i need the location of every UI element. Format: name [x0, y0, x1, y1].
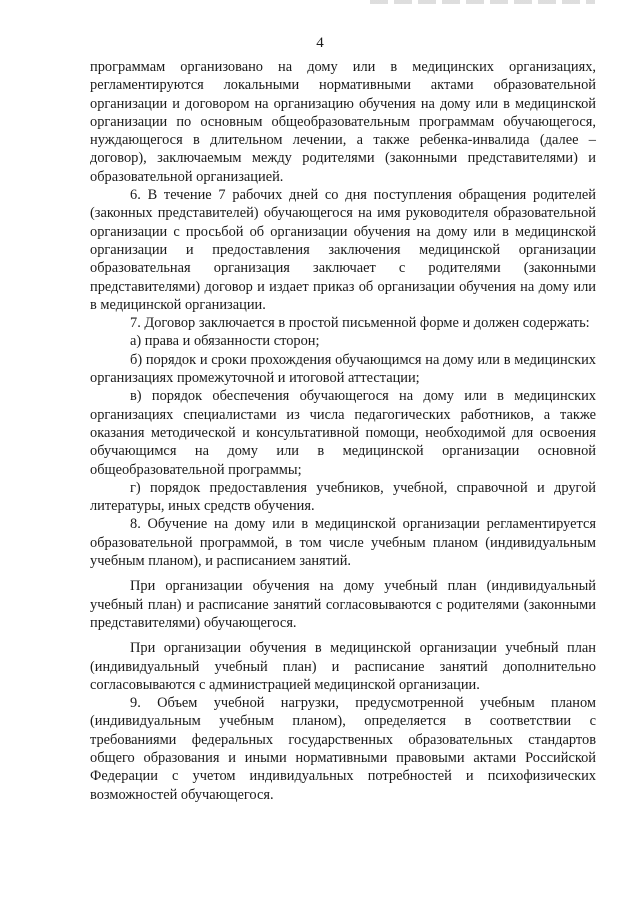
scan-artifact: [370, 0, 595, 4]
paragraph-home-learning: При организации обучения на дому учебный план (индивидуальный учебный план) и расписание занятий согласовываются с родителями (законными представителями) обучающегося.: [90, 578, 596, 631]
list-item-a: а) права и обязанности сторон;: [130, 333, 320, 350]
paragraph-clause-7: 7. Договор заключается в простой письменной форме и должен содержать:: [130, 315, 590, 332]
paragraph-clause-9: 9. Объем учебной нагрузки, предусмотренной учебным планом (индивидуальным учебным планом), определяется в соответствии с требованиями федеральных государственных образовательных стандартов общего образования и иными нормативными правовыми актами Российской Федерации с учетом индивидуальных потребностей и психофизических возможностей обучающегося.: [90, 695, 596, 803]
paragraph-continuation: программам организовано на дому или в медицинских организациях, регламентируются локальными нормативными актами образовательной организации и договором на организацию обучения на дому или в медицинской организации по основным общеобразовательным программам обучающегося, нуждающегося в длительном лечении, а также ребенка-инвалида (далее – договор), заключаемым между родителями (законными представителями) и образовательной организацией.: [90, 59, 596, 185]
list-item-g: г) порядок предоставления учебников, учебной, справочной и другой литературы, иных средств обучения.: [90, 479, 596, 515]
paragraph-clause-6: 6. В течение 7 рабочих дней со дня поступления обращения родителей (законных представителей) обучающегося на имя руководителя образовательной организации с просьбой об организации обучения на дому или в медицинской организации и предоставления заключения медицинской организации образовательная организация заключает с родителями (законными представителями) договор и издает приказ об организации обучения на дому или в медицинской организации.: [90, 187, 596, 313]
paragraph-clause-8: 8. Обучение на дому или в медицинской организации регламентируется образовательной программой, в том числе учебным планом (индивидуальным учебным планом), и расписанием занятий.: [90, 516, 596, 570]
paragraph-medical-learning: При организации обучения в медицинской организации учебный план (индивидуальный учебный план) и расписание занятий дополнительно согласовываются с администрацией медицинской организации.: [90, 640, 596, 693]
document-body: [90, 58, 596, 804]
page-number: 4: [316, 35, 324, 51]
list-item-b: б) порядок и сроки прохождения обучающимся на дому или в медицинских организациях промежуточной и итоговой аттестации;: [90, 351, 596, 387]
list-item-v: в) порядок обеспечения обучающегося на дому или в медицинских организациях специалистами из числа педагогических работников, а также оказания методической и консультативной помощи, необходимой для освоения обучающимся на дому или в медицинской организации основной общеобразовательной программы;: [90, 388, 596, 478]
